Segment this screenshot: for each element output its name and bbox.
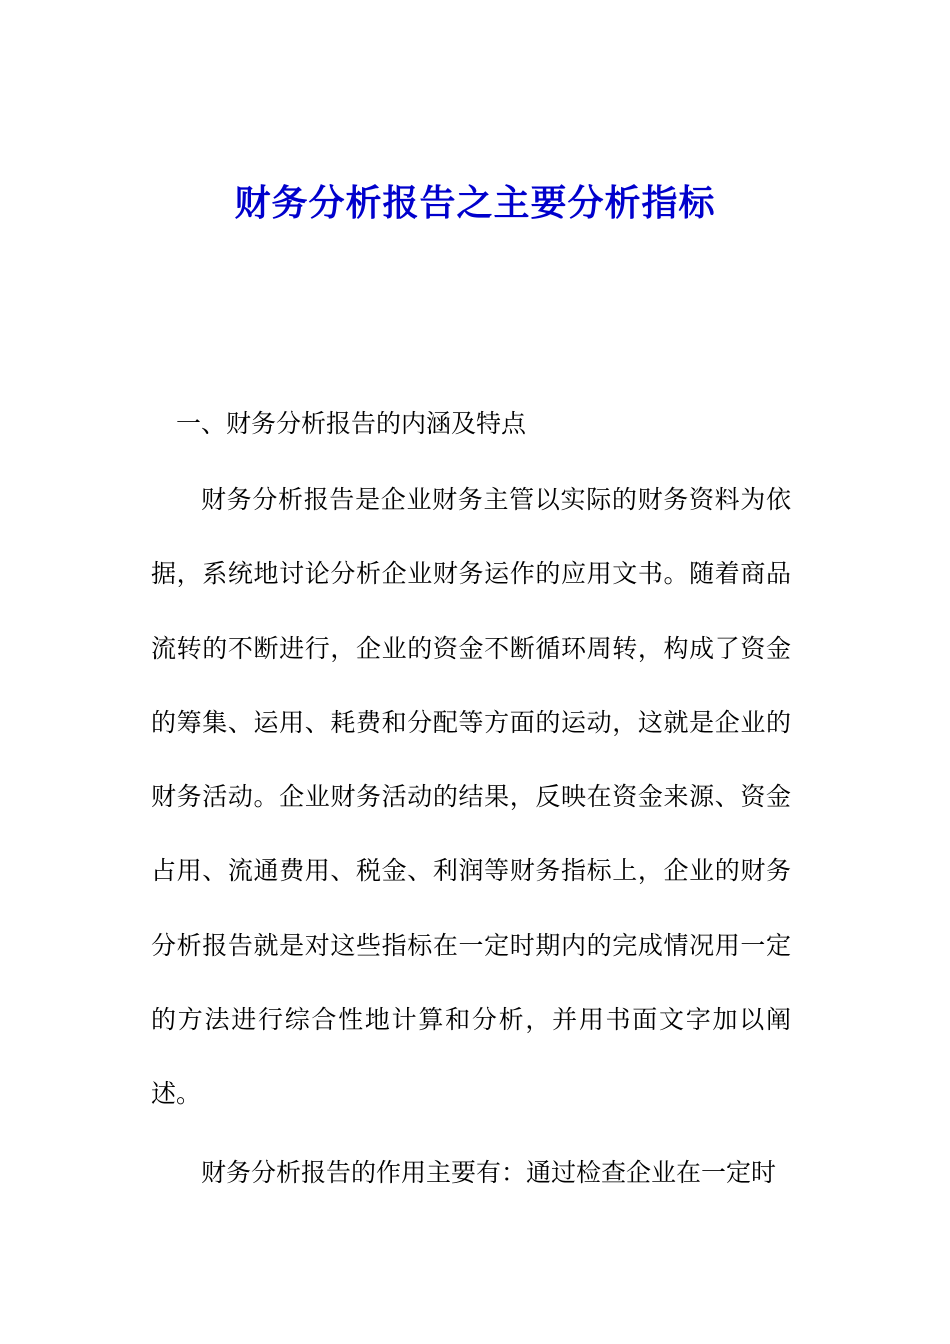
body-paragraph-2: 财务分析报告的作用主要有：通过检查企业在一定时 — [201, 1158, 777, 1187]
section-heading: 一、财务分析报告的内涵及特点 — [176, 409, 527, 438]
document-title: 财务分析报告之主要分析指标 — [234, 183, 716, 224]
body-paragraph-1: 财务分析报告是企业财务主管以实际的财务资料为依据，系统地讨论分析企业财务运作的应用文书。随着商品流转的不断进行，企业的资金不断循环周转，构成了资金的筹集、运用、耗费和分配等方面的运动，这就是企业的财务活动。企业财务活动的结果，反映在资金来源、资金占用、流通费用、税金、利润等财务指标上，企业的财务分析报告就是对这些指标在一定时期内的完成情况用一定的方法进行综合性地计算和分析，并用书面文字加以阐述。 — [151, 485, 791, 1109]
